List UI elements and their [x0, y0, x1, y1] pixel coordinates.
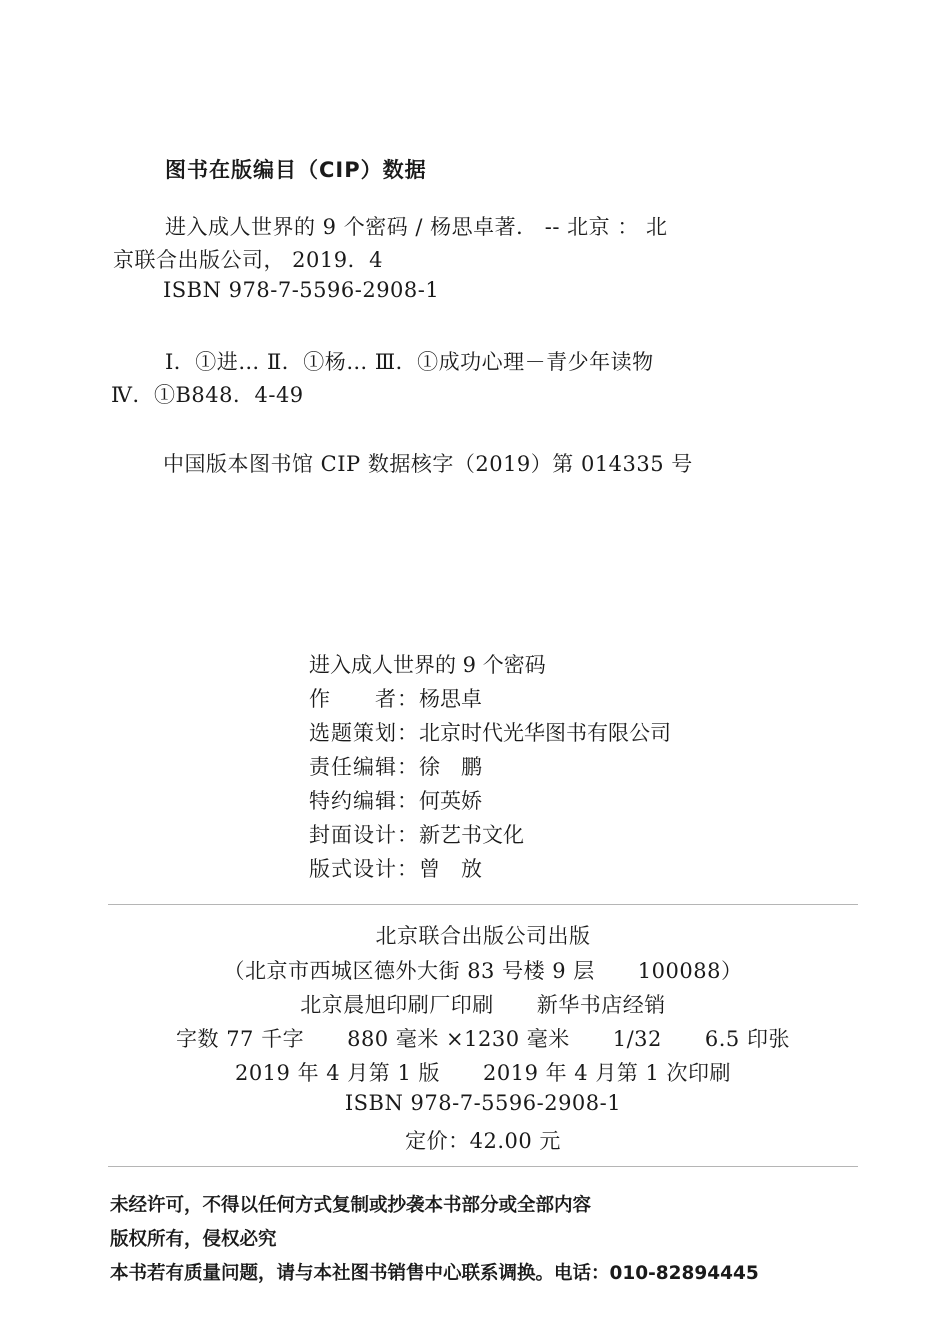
quality-notice: 本书若有质量问题，请与本社图书销售中心联系调换。电话：010-82894445	[110, 1263, 759, 1284]
credits-block	[309, 648, 671, 886]
cip-heading: 图书在版编目（CIP）数据	[165, 158, 427, 182]
address-line: （北京市西城区德外大街 83 号楼 9 层 100088）	[223, 959, 743, 983]
copyright-notice: 版权所有，侵权必究	[110, 1229, 277, 1250]
credit-value: 新艺书文化	[419, 823, 524, 847]
credit-value: 北京时代光华图书有限公司	[419, 721, 671, 745]
credit-label: 特约编辑：	[309, 789, 419, 813]
credit-value: 徐 鹏	[419, 755, 482, 779]
credit-row-layout-design	[309, 852, 671, 886]
printer-line: 北京晨旭印刷厂印刷 新华书店经销	[300, 993, 666, 1017]
book-title: 进入成人世界的 9 个密码	[309, 653, 546, 677]
cip-isbn: ISBN 978-7-5596-2908-1	[163, 278, 440, 302]
credit-value: 何英娇	[419, 789, 482, 813]
credit-row-special-editor	[309, 784, 671, 818]
cip-classification-line-2: Ⅳ．①B848．4-49	[111, 383, 304, 407]
isbn-line: ISBN 978-7-5596-2908-1	[344, 1091, 622, 1115]
credit-row-author	[309, 682, 671, 716]
copy-notice: 未经许可，不得以任何方式复制或抄袭本书部分或全部内容	[110, 1195, 592, 1216]
cip-entry-line-2: 京联合出版公司， 2019．4	[113, 248, 383, 272]
credit-row-planning	[309, 716, 671, 750]
price-line: 定价：42.00 元	[405, 1129, 561, 1153]
credit-value: 曾 放	[419, 857, 482, 881]
publisher-line: 北京联合出版公司出版	[375, 924, 591, 948]
edition-line: 2019 年 4 月第 1 版 2019 年 4 月第 1 次印刷	[234, 1061, 732, 1085]
credit-label: 责任编辑：	[309, 755, 419, 779]
credit-label: 作 者：	[309, 687, 419, 711]
credit-label: 版式设计：	[309, 857, 419, 881]
cip-classification-line-1: Ⅰ．①进… Ⅱ．①杨… Ⅲ．①成功心理－青少年读物	[165, 350, 654, 374]
divider-top	[108, 904, 858, 905]
cip-entry-line-1: 进入成人世界的 9 个密码 / 杨思卓著． -- 北京 ： 北	[165, 215, 668, 239]
credit-value: 杨思卓	[419, 687, 482, 711]
divider-bottom	[108, 1166, 858, 1167]
credit-row-editor	[309, 750, 671, 784]
cip-data-number: 中国版本图书馆 CIP 数据核字（2019）第 014335 号	[163, 452, 693, 476]
credit-label: 封面设计：	[309, 823, 419, 847]
credit-label: 选题策划：	[309, 721, 419, 745]
credit-row-cover-design	[309, 818, 671, 852]
specs-line: 字数 77 千字 880 毫米 ×1230 毫米 1/32 6.5 印张	[176, 1027, 790, 1051]
